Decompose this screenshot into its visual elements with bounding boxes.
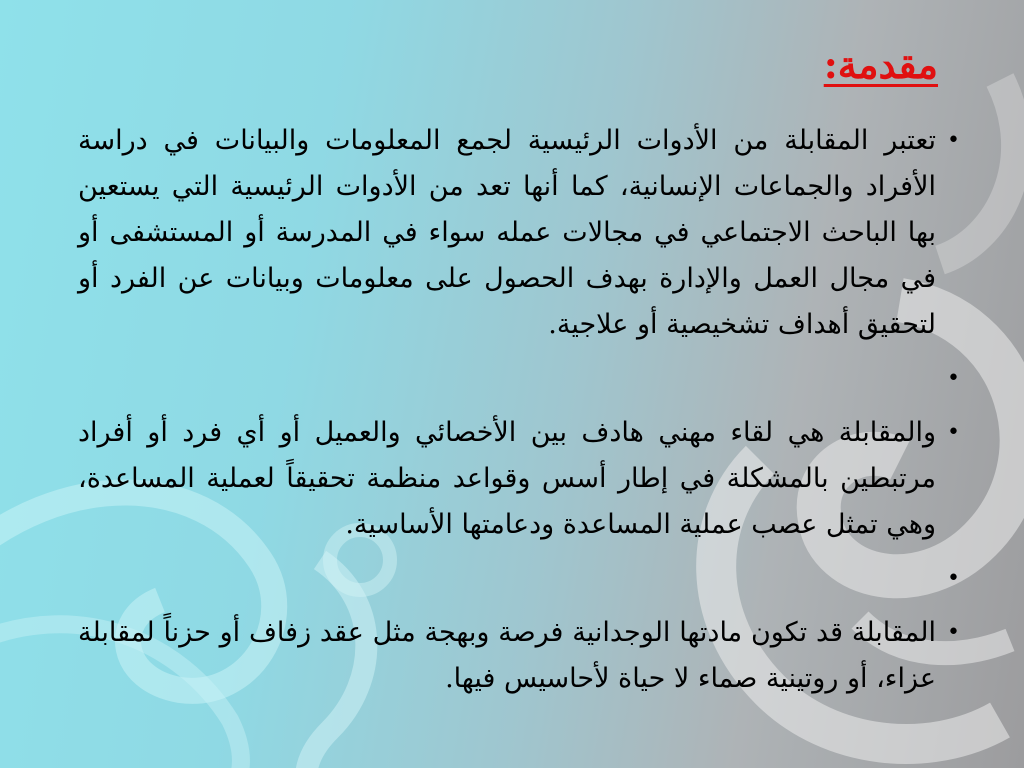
slide-title: مقدمة:	[823, 42, 938, 87]
bullet-item	[78, 118, 958, 348]
bullet-item-empty	[78, 556, 958, 602]
bullet-item	[78, 610, 958, 702]
bullet-text: والمقابلة هي لقاء مهني هادف بين الأخصائي والعميل أو أي فرد أو أفراد مرتبطين بالمشكلة في إطار أسس وقواعد منظمة تحقيقاً لعملية المساعدة، وهي تمثل عصب عملية المساعدة ودعامتها الأساسية.	[78, 417, 936, 540]
bullet-dot-icon: •	[947, 128, 960, 153]
bullet-item	[78, 410, 958, 548]
bullet-dot-icon: •	[947, 566, 960, 591]
bullet-list	[78, 118, 958, 710]
bullet-item-empty	[78, 356, 958, 402]
bullet-dot-icon: •	[947, 620, 960, 645]
bullet-dot-icon: •	[947, 366, 960, 391]
bullet-dot-icon: •	[947, 420, 960, 445]
bullet-text: المقابلة قد تكون مادتها الوجدانية فرصة وبهجة مثل عقد زفاف أو حزناً لمقابلة عزاء، أو روتينية صماء لا حياة لأحاسيس فيها.	[78, 617, 936, 694]
bullet-text: تعتبر المقابلة من الأدوات الرئيسية لجمع المعلومات والبيانات في دراسة الأفراد والجماعات الإنسانية، كما أنها تعد من الأدوات الرئيسية التي يستعين بها الباحث الاجتماعي في مجالات عمله سواء في المدرسة أو المستشفى أو في مجال العمل والإدارة بهدف الحصول على معلومات وبيانات عن الفرد أو لتحقيق أهداف تشخيصية أو علاجية.	[78, 125, 936, 340]
